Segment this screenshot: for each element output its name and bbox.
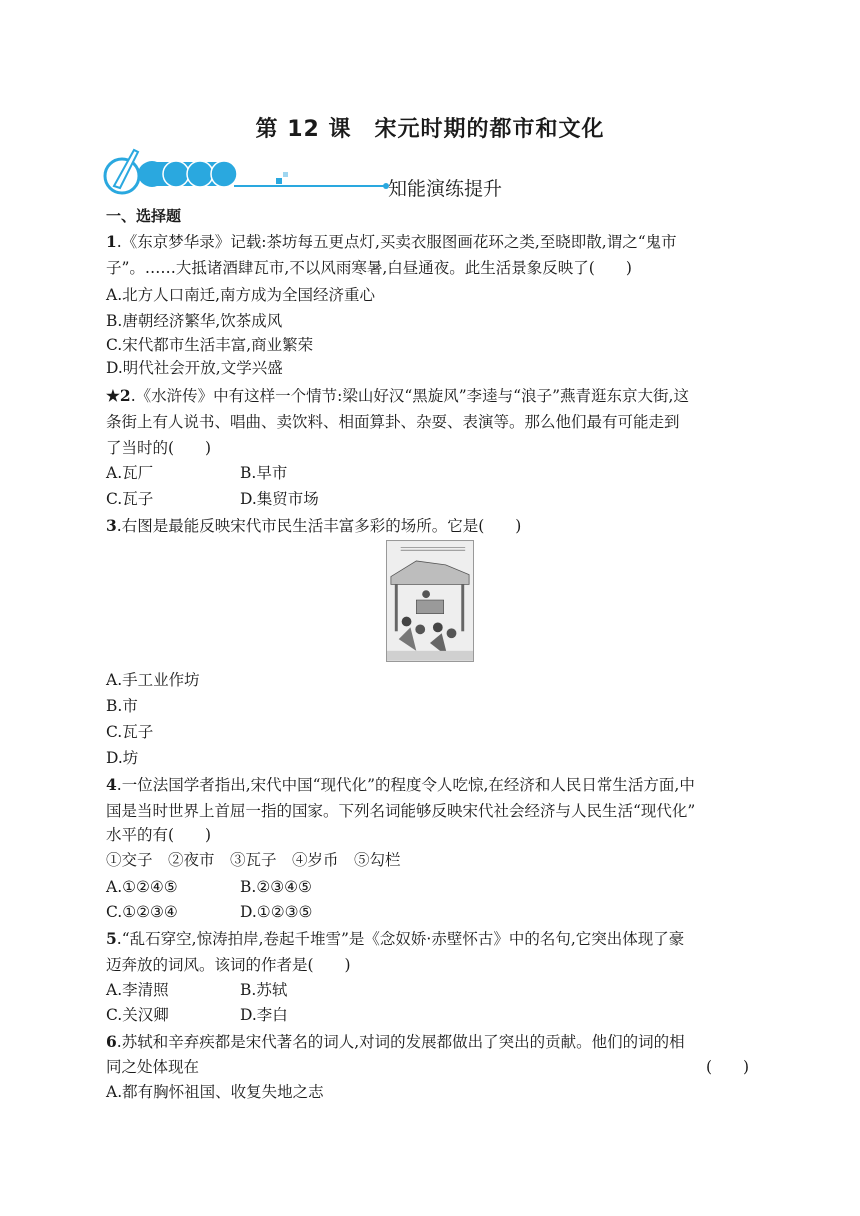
question-text: .《东京梦华录》记载:茶坊每五更点灯,买卖衣服图画花环之类,至晓即散,谓之“鬼市 [116, 233, 677, 251]
question-5-line-1 [106, 929, 684, 949]
lesson-title: 第 12 课 宋元时期的都市和文化 [255, 117, 605, 142]
option-a: A.瓦厂 [106, 464, 154, 482]
section-heading: 一、选择题 [106, 207, 182, 225]
option-b: B.市 [106, 697, 138, 715]
option-d: D.明代社会开放,文学兴盛 [106, 359, 283, 377]
question-text: .“乱石穿空,惊涛拍岸,卷起千堆雪”是《念奴娇·赤壁怀古》中的名句,它突出体现了豪 [116, 930, 685, 948]
wazi-illustration [386, 540, 474, 662]
section-banner [100, 142, 660, 202]
option-c: C.瓦子 [106, 723, 154, 741]
option-a: A.都有胸怀祖国、收复失地之志 [106, 1083, 324, 1101]
answer-parentheses: ( ) [706, 1058, 750, 1076]
option-b: B.②③④⑤ [240, 878, 312, 896]
option-b: B.唐朝经济繁华,饮茶成风 [106, 312, 283, 330]
question-6-line-2: 同之处体现在 [106, 1058, 200, 1076]
question-1-line-2: 子”。……大抵诸酒肆瓦市,不以风雨寒暑,白昼通夜。此生活景象反映了( ) [106, 259, 632, 277]
option-a: A.①②④⑤ [106, 878, 178, 896]
question-text: .右图是最能反映宋代市民生活丰富多彩的场所。它是( ) [116, 517, 522, 535]
question-number: 6 [106, 1032, 117, 1051]
question-text: .一位法国学者指出,宋代中国“现代化”的程度令人吃惊,在经济和人民日常生活方面,中 [116, 776, 695, 794]
option-d: D.集贸市场 [240, 490, 319, 508]
question-6-line-1 [106, 1032, 685, 1052]
option-b: B.苏轼 [240, 981, 288, 999]
question-3-line-1 [106, 516, 521, 536]
option-a: A.北方人口南迁,南方成为全国经济重心 [106, 286, 376, 304]
question-number: ★2 [106, 386, 131, 405]
option-b: B.早市 [240, 464, 288, 482]
option-c: C.①②③④ [106, 903, 178, 921]
question-4-line-2: 国是当时世界上首屈一指的国家。下列名词能够反映宋代社会经济与人民生活“现代化” [106, 802, 696, 820]
question-2-line-2: 条街上有人说书、唱曲、卖饮料、相面算卦、杂耍、表演等。那么他们最有可能走到 [106, 413, 680, 431]
question-4-line-3: 水平的有( ) [106, 826, 212, 844]
option-a: A.李清照 [106, 981, 169, 999]
option-d: D.坊 [106, 749, 139, 767]
brush-icon [114, 150, 138, 188]
option-a: A.手工业作坊 [106, 671, 200, 689]
question-number: 5 [106, 929, 117, 948]
option-d: D.李白 [240, 1006, 288, 1024]
option-c: C.瓦子 [106, 490, 154, 508]
option-c: C.宋代都市生活丰富,商业繁荣 [106, 336, 314, 354]
banner-label: 知能演练提升 [388, 178, 503, 200]
question-2-line-3: 了当时的( ) [106, 439, 212, 457]
question-1-line-1 [106, 232, 677, 252]
question-number: 3 [106, 516, 117, 535]
question-2-line-1 [106, 386, 689, 406]
question-text: .苏轼和辛弃疾都是宋代著名的词人,对词的发展都做出了突出的贡献。他们的词的相 [116, 1033, 685, 1051]
option-c: C.关汉卿 [106, 1006, 169, 1024]
question-text: .《水浒传》中有这样一个情节:梁山好汉“黑旋风”李逵与“浪子”燕青逛东京大街,这 [130, 387, 689, 405]
question-number: 4 [106, 775, 117, 794]
question-number: 1 [106, 232, 117, 251]
option-d: D.①②③⑤ [240, 903, 313, 921]
question-4-items: ①交子 ②夜市 ③瓦子 ④岁币 ⑤勾栏 [106, 851, 401, 869]
question-5-line-2: 迈奔放的词风。该词的作者是( ) [106, 956, 351, 974]
question-4-line-1 [106, 775, 695, 795]
